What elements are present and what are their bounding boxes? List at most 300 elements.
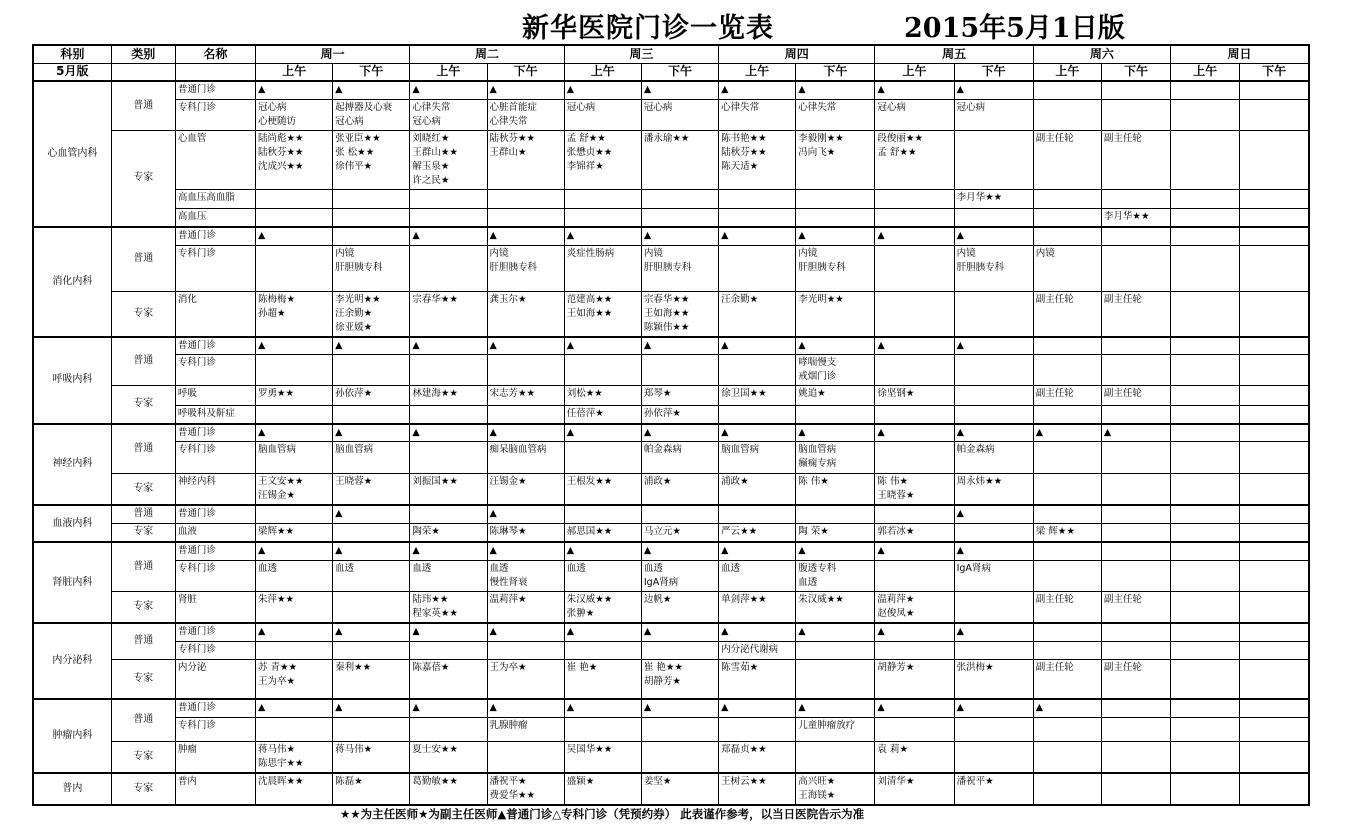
schedule-cell: ▲ <box>410 542 487 560</box>
schedule-cell <box>1171 189 1240 208</box>
table-row <box>33 542 1309 560</box>
schedule-cell <box>564 208 641 227</box>
schedule-cell <box>1033 355 1101 386</box>
schedule-cell: 血透 <box>333 560 410 591</box>
schedule-cell: ▲ <box>255 337 332 355</box>
schedule-cell: 汪锡金★ <box>487 474 564 506</box>
schedule-cell: 王文安★★ 汪锡金★ <box>255 474 332 506</box>
schedule-cell <box>487 641 564 659</box>
schedule-cell: ▲ <box>954 542 1033 560</box>
schedule-cell <box>1101 699 1170 717</box>
schedule-cell <box>1171 355 1240 386</box>
schedule-cell <box>1033 542 1101 560</box>
table-row <box>33 130 1309 189</box>
schedule-cell: 张洪梅★ <box>954 659 1033 699</box>
schedule-cell: ▲ <box>796 81 875 99</box>
schedule-cell <box>1101 773 1170 805</box>
table-row <box>33 659 1309 699</box>
table-row <box>33 623 1309 641</box>
schedule-cell <box>1240 442 1309 474</box>
schedule-cell: 单剑萍★★ <box>719 591 796 623</box>
schedule-cell: ▲ <box>333 337 410 355</box>
schedule-cell <box>1101 337 1170 355</box>
schedule-cell: 心律失常 <box>719 99 796 130</box>
schedule-cell: 温莉萍★ <box>487 591 564 623</box>
schedule-cell <box>1171 81 1240 99</box>
schedule-cell <box>1171 291 1240 337</box>
schedule-cell <box>487 355 564 386</box>
schedule-cell: 夏士安★★ <box>410 741 487 773</box>
category-cell: 专家 <box>111 130 175 227</box>
schedule-cell <box>410 208 487 227</box>
clinic-name-cell: 专科门诊 <box>175 355 255 386</box>
schedule-cell: 李月华★★ <box>1101 208 1170 227</box>
schedule-cell <box>564 355 641 386</box>
schedule-cell: 陈琳琴★ <box>487 523 564 542</box>
table-row <box>33 245 1309 291</box>
pm-header: 下午 <box>1101 63 1170 81</box>
schedule-cell: 副主任轮 <box>1101 386 1170 406</box>
schedule-cell <box>954 355 1033 386</box>
schedule-cell <box>1101 505 1170 523</box>
category-cell: 专家 <box>111 591 175 623</box>
schedule-cell <box>1171 386 1240 406</box>
table-row <box>33 523 1309 542</box>
schedule-cell: 内分泌代谢病 <box>719 641 796 659</box>
schedule-cell <box>1101 623 1170 641</box>
table-row <box>33 505 1309 523</box>
schedule-cell: ▲ <box>641 337 718 355</box>
dept-cell: 肿瘤内科 <box>33 699 111 773</box>
schedule-cell: 副主任轮 <box>1101 291 1170 337</box>
am-header: 上午 <box>719 63 796 81</box>
schedule-cell <box>333 355 410 386</box>
schedule-cell: 秦利★★ <box>333 659 410 699</box>
schedule-cell <box>255 641 332 659</box>
schedule-cell: ▲ <box>796 623 875 641</box>
am-header: 上午 <box>410 63 487 81</box>
schedule-cell: ▲ <box>719 623 796 641</box>
clinic-name-cell: 高血压 <box>175 208 255 227</box>
schedule-cell: 郑琴★ <box>641 386 718 406</box>
schedule-cell <box>875 560 954 591</box>
pm-header: 下午 <box>796 63 875 81</box>
schedule-cell: 脑血管病 癫痫专病 <box>796 442 875 474</box>
schedule-cell: 冠心病 <box>954 99 1033 130</box>
schedule-cell <box>954 130 1033 189</box>
dept-cell: 普内 <box>33 773 111 805</box>
schedule-cell: 陈梅梅★ 孙超★ <box>255 291 332 337</box>
schedule-cell: 刘清华★ <box>875 773 954 805</box>
schedule-cell <box>564 641 641 659</box>
schedule-cell <box>875 406 954 424</box>
schedule-cell <box>954 641 1033 659</box>
schedule-cell: 内镜 肝胆胰专科 <box>487 245 564 291</box>
schedule-cell <box>1033 406 1101 424</box>
schedule-cell <box>875 208 954 227</box>
category-cell: 专家 <box>111 659 175 699</box>
schedule-cell <box>719 208 796 227</box>
schedule-cell: ▲ <box>410 337 487 355</box>
schedule-cell: 龚玉尔★ <box>487 291 564 337</box>
schedule-cell <box>1101 81 1170 99</box>
schedule-cell <box>875 641 954 659</box>
schedule-cell <box>1033 442 1101 474</box>
schedule-cell <box>796 189 875 208</box>
schedule-cell: ▲ <box>1101 424 1170 442</box>
schedule-cell <box>1171 623 1240 641</box>
schedule-cell: 李光明★★ 汪余勤★ 徐亚媛★ <box>333 291 410 337</box>
schedule-cell: 浦政★ <box>719 474 796 506</box>
clinic-name-cell: 专科门诊 <box>175 442 255 474</box>
schedule-cell: ▲ <box>641 699 718 717</box>
schedule-cell <box>410 717 487 741</box>
schedule-cell <box>1171 227 1240 245</box>
schedule-cell: 王根发★★ <box>564 474 641 506</box>
schedule-cell: 心律失常 冠心病 <box>410 99 487 130</box>
table-row <box>33 699 1309 717</box>
clinic-name-cell: 神经内科 <box>175 474 255 506</box>
schedule-cell <box>333 208 410 227</box>
schedule-cell: 蒋马伟★ 陈思宇★★ <box>255 741 332 773</box>
schedule-cell: 宗春华★★ 王如海★★ 陈颖伟★★ <box>641 291 718 337</box>
schedule-cell: ▲ <box>875 424 954 442</box>
schedule-cell: 潘永瑜★★ <box>641 130 718 189</box>
schedule-cell <box>1240 355 1309 386</box>
schedule-cell: ▲ <box>1033 699 1101 717</box>
schedule-cell <box>954 741 1033 773</box>
am-header: 上午 <box>255 63 332 81</box>
schedule-cell: ▲ <box>564 81 641 99</box>
empty-header <box>175 63 255 81</box>
schedule-cell: ▲ <box>487 505 564 523</box>
schedule-cell <box>1171 659 1240 699</box>
schedule-cell: 副主任轮 <box>1033 659 1101 699</box>
schedule-cell: 郑磊贞★★ <box>719 741 796 773</box>
schedule-cell: 周永炜★★ <box>954 474 1033 506</box>
schedule-cell <box>1101 641 1170 659</box>
dept-cell: 血液内科 <box>33 505 111 542</box>
schedule-cell <box>1240 474 1309 506</box>
day-header-tue: 周二 <box>410 45 564 63</box>
schedule-cell <box>1101 245 1170 291</box>
schedule-cell: 副主任轮 <box>1033 130 1101 189</box>
schedule-cell <box>333 641 410 659</box>
category-cell: 专家 <box>111 474 175 506</box>
pm-header: 下午 <box>1240 63 1309 81</box>
schedule-cell: 帕金森病 <box>954 442 1033 474</box>
schedule-cell <box>875 291 954 337</box>
schedule-cell <box>1171 505 1240 523</box>
table-row <box>33 442 1309 474</box>
clinic-name-cell: 普通门诊 <box>175 424 255 442</box>
table-row <box>33 81 1309 99</box>
empty-header <box>111 63 175 81</box>
schedule-cell: ▲ <box>875 699 954 717</box>
schedule-cell <box>1101 741 1170 773</box>
schedule-cell <box>954 291 1033 337</box>
table-row <box>33 406 1309 424</box>
clinic-name-cell: 普通门诊 <box>175 699 255 717</box>
schedule-cell <box>1033 641 1101 659</box>
schedule-cell <box>1171 406 1240 424</box>
schedule-cell: ▲ <box>487 227 564 245</box>
schedule-cell: 副主任轮 <box>1101 591 1170 623</box>
schedule-cell: 任蓓萍★ <box>564 406 641 424</box>
clinic-name-cell: 血液 <box>175 523 255 542</box>
schedule-cell <box>1033 189 1101 208</box>
schedule-cell: IgA肾病 <box>954 560 1033 591</box>
schedule-cell <box>1240 208 1309 227</box>
clinic-name-cell: 专科门诊 <box>175 717 255 741</box>
schedule-cell: ▲ <box>333 699 410 717</box>
schedule-cell: ▲ <box>719 424 796 442</box>
schedule-cell: 张亚臣★★ 张 松★★ 徐伟平★ <box>333 130 410 189</box>
schedule-cell: 潘祝平★ <box>954 773 1033 805</box>
table-row <box>33 560 1309 591</box>
category-cell: 普通 <box>111 699 175 741</box>
table-row <box>33 291 1309 337</box>
schedule-cell <box>1171 245 1240 291</box>
schedule-cell <box>719 355 796 386</box>
schedule-cell <box>1240 424 1309 442</box>
schedule-cell: 宗春华★★ <box>410 291 487 337</box>
schedule-cell: 徐坚钢★ <box>875 386 954 406</box>
schedule-cell: 郭若冰★ <box>875 523 954 542</box>
schedule-cell: 刘晓红★ 王群山★★ 解玉泉★ 许之民★ <box>410 130 487 189</box>
schedule-cell <box>1240 386 1309 406</box>
category-cell: 普通 <box>111 542 175 591</box>
schedule-cell <box>1033 505 1101 523</box>
schedule-cell <box>255 717 332 741</box>
schedule-cell: 血透 <box>564 560 641 591</box>
schedule-cell <box>641 717 718 741</box>
schedule-cell <box>1033 773 1101 805</box>
schedule-cell <box>487 406 564 424</box>
schedule-cell <box>1240 81 1309 99</box>
schedule-cell: 浦政★ <box>641 474 718 506</box>
schedule-cell <box>1033 227 1101 245</box>
schedule-cell: 陆尚彪★★ 陆秋芬★★ 沈成兴★★ <box>255 130 332 189</box>
schedule-cell <box>1033 560 1101 591</box>
schedule-cell: 孟 舒★★ 张懋贞★★ 李锦祥★ <box>564 130 641 189</box>
clinic-name-cell: 普通门诊 <box>175 623 255 641</box>
schedule-cell: ▲ <box>954 81 1033 99</box>
schedule-cell <box>1171 773 1240 805</box>
clinic-name-cell: 专科门诊 <box>175 99 255 130</box>
schedule-cell <box>1101 442 1170 474</box>
page-title: 新华医院门诊一览表 <box>522 13 774 44</box>
schedule-cell: 吴国华★★ <box>564 741 641 773</box>
schedule-cell: ▲ <box>487 699 564 717</box>
schedule-table <box>32 44 1310 806</box>
table-row <box>33 208 1309 227</box>
schedule-cell <box>1033 337 1101 355</box>
schedule-cell: 副主任轮 <box>1101 130 1170 189</box>
schedule-cell <box>1101 717 1170 741</box>
schedule-cell: ▲ <box>875 337 954 355</box>
clinic-name-cell: 普通门诊 <box>175 542 255 560</box>
schedule-cell: 哮喘慢支 戒烟门诊 <box>796 355 875 386</box>
schedule-cell <box>333 406 410 424</box>
schedule-cell: 血透 <box>255 560 332 591</box>
schedule-cell <box>255 406 332 424</box>
schedule-cell: 崔 艳★★ 胡静芳★ <box>641 659 718 699</box>
schedule-cell: 内镜 肝胆胰专科 <box>796 245 875 291</box>
day-header-fri: 周五 <box>875 45 1033 63</box>
schedule-cell <box>875 717 954 741</box>
table-row <box>33 227 1309 245</box>
schedule-cell <box>1240 641 1309 659</box>
schedule-cell <box>410 189 487 208</box>
pm-header: 下午 <box>333 63 410 81</box>
day-header-sun: 周日 <box>1171 45 1309 63</box>
schedule-cell: 心律失常 <box>796 99 875 130</box>
schedule-cell <box>487 189 564 208</box>
schedule-cell <box>410 355 487 386</box>
schedule-cell <box>1171 424 1240 442</box>
table-row <box>33 189 1309 208</box>
schedule-cell: 儿童肿瘤放疗 <box>796 717 875 741</box>
version-label: 5月版 <box>33 63 111 81</box>
schedule-cell: ▲ <box>564 424 641 442</box>
schedule-cell <box>410 245 487 291</box>
schedule-cell <box>1240 773 1309 805</box>
schedule-cell: 血透 <box>410 560 487 591</box>
schedule-cell: 朱汉威★★ 张翀★ <box>564 591 641 623</box>
schedule-cell: ▲ <box>255 227 332 245</box>
schedule-cell <box>1171 474 1240 506</box>
schedule-cell <box>1033 99 1101 130</box>
schedule-cell: ▲ <box>954 699 1033 717</box>
schedule-cell: 冠心病 <box>641 99 718 130</box>
day-header-mon: 周一 <box>255 45 409 63</box>
schedule-cell: ▲ <box>255 81 332 99</box>
schedule-cell: 宋志芳★★ <box>487 386 564 406</box>
schedule-cell: 林建海★★ <box>410 386 487 406</box>
schedule-cell: 陆秋芬★★ 王群山★ <box>487 130 564 189</box>
schedule-cell: ▲ <box>954 424 1033 442</box>
schedule-cell <box>1101 406 1170 424</box>
schedule-cell: ▲ <box>796 699 875 717</box>
schedule-cell <box>333 227 410 245</box>
schedule-cell <box>1240 291 1309 337</box>
schedule-cell: ▲ <box>333 505 410 523</box>
schedule-cell: 温莉萍★ 赵俊凤★ <box>875 591 954 623</box>
schedule-cell: 帕金森病 <box>641 442 718 474</box>
schedule-cell: ▲ <box>719 227 796 245</box>
pm-header: 下午 <box>487 63 564 81</box>
table-row <box>33 591 1309 623</box>
schedule-cell <box>564 442 641 474</box>
schedule-cell: ▲ <box>641 227 718 245</box>
schedule-cell: ▲ <box>410 699 487 717</box>
schedule-cell <box>1240 741 1309 773</box>
dept-cell: 内分泌科 <box>33 623 111 699</box>
schedule-cell: 郝思国★★ <box>564 523 641 542</box>
schedule-cell: 汪余勤★ <box>719 291 796 337</box>
schedule-cell: 范建高★★ 王如海★★ <box>564 291 641 337</box>
schedule-cell <box>719 189 796 208</box>
col-name-header: 名称 <box>175 45 255 63</box>
schedule-cell: 袁 莉★ <box>875 741 954 773</box>
schedule-cell: 孙依萍★ <box>333 386 410 406</box>
category-cell: 普通 <box>111 424 175 474</box>
legend-footer: ★★为主任医师★为副主任医师▲普通门诊△专科门诊（凭预约券） 此表谨作参考，以当日医院告示为准 <box>340 807 865 821</box>
schedule-cell: 脑血管病 <box>719 442 796 474</box>
schedule-cell <box>487 741 564 773</box>
category-cell: 专家 <box>111 741 175 773</box>
clinic-name-cell: 呼吸 <box>175 386 255 406</box>
table-row <box>33 641 1309 659</box>
schedule-cell: 起搏器及心衰 冠心病 <box>333 99 410 130</box>
schedule-cell: 段俊丽★★ 孟 舒★★ <box>875 130 954 189</box>
schedule-cell: ▲ <box>410 424 487 442</box>
clinic-name-cell: 高血压高血脂 <box>175 189 255 208</box>
schedule-cell <box>719 406 796 424</box>
clinic-name-cell: 肿瘤 <box>175 741 255 773</box>
schedule-cell <box>954 717 1033 741</box>
schedule-cell: 李毅刚★★ 冯向飞★ <box>796 130 875 189</box>
schedule-cell: 胡静芳★ <box>875 659 954 699</box>
category-cell: 专家 <box>111 386 175 424</box>
schedule-cell: 梁 辉★★ <box>1033 523 1101 542</box>
schedule-cell <box>796 208 875 227</box>
category-cell: 专家 <box>111 523 175 542</box>
table-row <box>33 773 1309 805</box>
schedule-cell: 血透 IgA肾病 <box>641 560 718 591</box>
schedule-cell: ▲ <box>796 337 875 355</box>
schedule-cell <box>1240 542 1309 560</box>
clinic-name-cell: 普通门诊 <box>175 337 255 355</box>
schedule-cell <box>333 189 410 208</box>
schedule-cell: ▲ <box>954 227 1033 245</box>
schedule-cell: ▲ <box>564 542 641 560</box>
schedule-cell: 梁辉★★ <box>255 523 332 542</box>
category-cell: 普通 <box>111 623 175 659</box>
schedule-cell <box>564 189 641 208</box>
header-row-halfday <box>33 63 1309 81</box>
schedule-cell <box>1171 542 1240 560</box>
clinic-name-cell: 普通门诊 <box>175 81 255 99</box>
schedule-cell <box>1033 474 1101 506</box>
schedule-cell <box>255 505 332 523</box>
schedule-cell: ▲ <box>487 337 564 355</box>
schedule-cell <box>487 208 564 227</box>
schedule-cell: 冠心病 心梗随访 <box>255 99 332 130</box>
schedule-cell <box>1171 130 1240 189</box>
schedule-cell: 王树云★★ <box>719 773 796 805</box>
schedule-cell <box>1240 699 1309 717</box>
schedule-cell <box>1240 337 1309 355</box>
schedule-cell <box>796 641 875 659</box>
schedule-cell <box>641 355 718 386</box>
schedule-cell <box>333 591 410 623</box>
schedule-cell <box>641 208 718 227</box>
dept-cell: 心血管内科 <box>33 81 111 227</box>
schedule-cell: 崔 艳★ <box>564 659 641 699</box>
schedule-cell <box>1171 99 1240 130</box>
schedule-cell <box>875 245 954 291</box>
clinic-name-cell: 普通门诊 <box>175 505 255 523</box>
schedule-cell: ▲ <box>487 623 564 641</box>
schedule-cell: 脑血管病 <box>333 442 410 474</box>
schedule-cell <box>796 741 875 773</box>
schedule-cell <box>1101 99 1170 130</box>
schedule-cell: 罗勇★★ <box>255 386 332 406</box>
schedule-cell: ▲ <box>641 81 718 99</box>
schedule-cell: 刘振国★★ <box>410 474 487 506</box>
